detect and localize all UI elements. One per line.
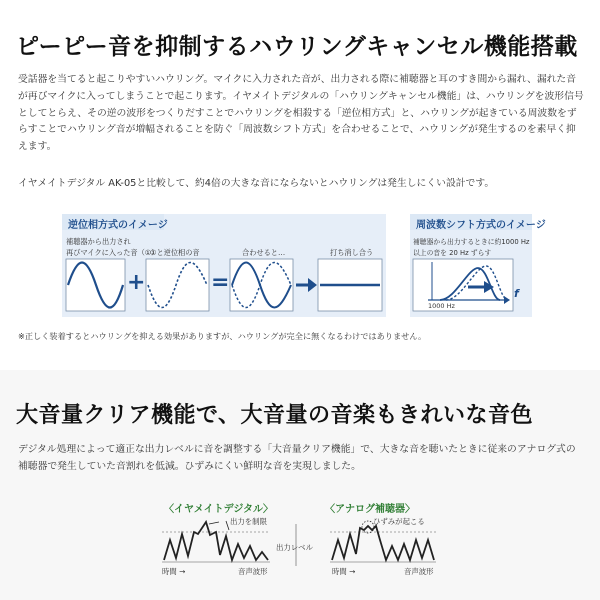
inverse-box4-caption: 打ち消し合う — [330, 248, 374, 257]
digital-waveform-label: 音声波形 — [238, 567, 268, 576]
frequency-tick-label: 1000 Hz — [428, 302, 455, 310]
plus-sign: + — [127, 270, 146, 295]
digital-annotation-mark — [226, 521, 229, 530]
analog-waveform — [332, 526, 434, 560]
output-level-label: 出力レベル — [276, 543, 313, 552]
digital-waveform — [164, 522, 268, 560]
section1-title: ピーピー音を抑制するハウリングキャンセル機能搭載 — [16, 34, 578, 60]
frequency-shift-title: 周波数シフト方式のイメージ — [416, 220, 546, 231]
frequency-shift-caption-line2: 以上の音を 20 Hz ずらす — [413, 248, 492, 257]
inverse-box1-caption-line1: 補聴器から出力され — [66, 237, 131, 246]
inverse-box2-caption: ①と逆位相の音 — [150, 248, 200, 257]
section1-comparison: イヤメイトデジタル AK-05と比較して、約4倍の大きな音にならないとハウリングは発生しにくい設計です。 — [18, 178, 495, 189]
inverse-box1-caption-line2: 再びマイクに入った音（①） — [66, 247, 159, 257]
digital-time-label: 時間 → — [162, 567, 186, 576]
inverse-phase-title: 逆位相方式のイメージ — [68, 220, 168, 231]
equals-sign: = — [211, 270, 230, 295]
inverse-box3-caption: 合わせると… — [242, 248, 286, 257]
section1-paragraph: 受話器を当てると起こりやすいハウリング。マイクに入力された音が、出力される際に補聴器と耳のすき間から漏れ、漏れた音が再びマイクに入ってしまうことで起こります。イヤメイトデジタルの「ハウリングキャンセル機能」は、ハウリングを波形信号としてとらえ、その逆の波形をつくりだすことでハウリングを相殺する「逆位相方式」と、ハウリングが起きている周波数をずらすことでハウリング音が増幅されることを防ぐ「周波数シフト方式」を合わせることで、ハウリングが発生するのを素早く抑えます。 — [18, 74, 584, 153]
section2-paragraph: デジタル処理によって適正な出力レベルに音を調整する「大音量クリア機能」で、大きな音を聴いたときに従来のアナログ式の補聴器で発生していた音割れを低減。ひずみにくい鮮明な音を実現しました。 — [18, 444, 576, 472]
section2-title: 大音量クリア機能で、大音量の音楽もきれいな音色 — [16, 403, 534, 428]
digital-limit-annotation: 出力を制限 — [230, 517, 267, 526]
frequency-shift-caption-line1: 補聴器から出力するときに約1000 Hz — [413, 238, 530, 246]
analog-waveform-label: 音声波形 — [404, 567, 434, 576]
analog-distortion-annotation: ひずみが起こる — [373, 517, 425, 526]
digital-hearing-aid-title: 〈イヤメイトデジタル〉 — [164, 504, 273, 515]
analog-hearing-aid-title: 〈アナログ補聴器〉 — [325, 504, 415, 515]
digital-annotation-pointer — [209, 522, 219, 524]
frequency-axis-label: f — [514, 287, 519, 300]
analog-time-label: 時間 → — [332, 567, 356, 576]
howling-disclaimer: ※正しく装着するとハウリングを抑える効果がありますが、ハウリングが完全に無くなるわけではありません。 — [18, 331, 427, 341]
